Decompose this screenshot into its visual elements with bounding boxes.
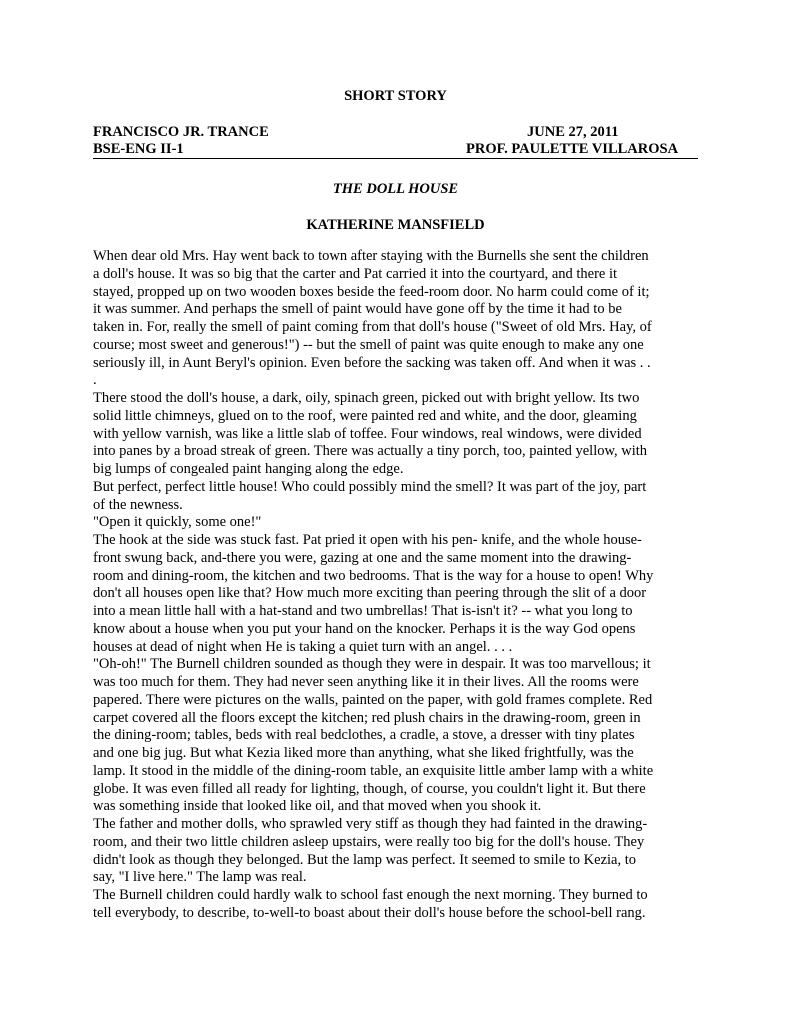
doc-type-heading: SHORT STORY <box>344 88 447 104</box>
body-line: lamp. It stood in the middle of the dining-room table, an exquisite little amber lamp with a white <box>93 762 654 779</box>
professor-name: PROF. PAULETTE VILLAROSA <box>466 141 679 157</box>
body-line: taken in. For, really the smell of paint coming from that doll's house ("Sweet of old Mrs. Hay, of <box>93 319 652 335</box>
body-line: big lumps of congealed paint hanging along the edge. <box>93 461 404 477</box>
body-line: papered. There were pictures on the walls, painted on the paper, with gold frames complete. Red <box>93 691 653 708</box>
body-line: course; most sweet and generous!") -- but the smell of paint was quite enough to make any one <box>93 336 644 353</box>
body-line: tell everybody, to describe, to-well-to boast about their doll's house before the school-bell rang. <box>93 904 646 921</box>
body-line: front swung back, and-there you were, gazing at one and the same moment into the drawing- <box>93 549 632 566</box>
story-title: THE DOLL HOUSE <box>332 181 459 197</box>
body-line: into a mean little hall with a hat-stand and two umbrellas! That is-isn't it? -- what you long to <box>93 603 633 619</box>
course-code: BSE-ENG II-1 <box>93 141 184 157</box>
body-line: a doll's house. It was so big that the carter and Pat carried it into the courtyard, and there it <box>93 265 618 282</box>
body-line: When dear old Mrs. Hay went back to town after staying with the Burnells she sent the children <box>93 248 649 264</box>
body-line: was too much for them. They had never seen anything like it in their lives. All the rooms were <box>93 674 639 690</box>
meta-row-2 <box>93 141 696 159</box>
body-line: The hook at the side was stuck fast. Pat pried it open with his pen- knife, and the whole house- <box>93 532 642 548</box>
story-author: KATHERINE MANSFIELD <box>306 217 485 233</box>
body-line: globe. It was even filled all ready for lighting, though, of course, you couldn't light it. But there <box>93 780 646 797</box>
body-line: "Oh-oh!" The Burnell children sounded as though they were in despair. It was too marvellous; it <box>93 656 651 673</box>
body-line: But perfect, perfect little house! Who could possibly mind the smell? It was part of the joy, part <box>93 478 647 495</box>
body-line: it was summer. And perhaps the smell of paint would have gone off by the time it had to be <box>93 301 622 318</box>
body-line: didn't look as though they belonged. But the lamp was perfect. It seemed to smile to Kezia, to <box>93 851 637 868</box>
body-line: solid little chimneys, glued on to the roof, were painted red and white, and the door, gleaming <box>93 407 637 424</box>
body-line: was something inside that looked like oil, and that moved when you shook it. <box>93 798 542 815</box>
submission-date: JUNE 27, 2011 <box>527 124 619 140</box>
body-line: with yellow varnish, was like a little slab of toffee. Four windows, real windows, were divided <box>93 425 642 442</box>
body-line: houses at dead of night when He is taking a quiet turn with an angel. . . . <box>93 638 513 655</box>
body-line: of the newness. <box>93 496 183 513</box>
body-line: and one big jug. But what Kezia liked more than anything, what she liked frightfully, was the <box>93 745 634 761</box>
body-line: seriously ill, in Aunt Beryl's opinion. Even before the sacking was taken off. And when it was . . <box>93 354 651 371</box>
body-line: The Burnell children could hardly walk to school fast enough the next morning. They burned to <box>93 887 648 903</box>
body-line: the dining-room; tables, beds with real bedclothes, a cradle, a stove, a dresser with tiny plates <box>93 727 635 744</box>
student-name: FRANCISCO JR. TRANCE <box>93 124 269 140</box>
body-line: don't all houses open like that? How much more exciting than peering through the slit of a door <box>93 585 647 602</box>
header-divider <box>93 158 698 159</box>
body-line: room, and their two little children asleep upstairs, were really too big for the doll's house. They <box>93 833 645 850</box>
body-line: say, "I live here." The lamp was real. <box>93 869 307 886</box>
body-line: into panes by a broad streak of green. There was actually a tiny porch, too, painted yellow, with <box>93 443 648 460</box>
meta-row-1 <box>93 124 696 142</box>
body-line: room and dining-room, the kitchen and two bedrooms. That is the way for a house to open! Why <box>93 567 654 584</box>
body-line: "Open it quickly, some one!" <box>93 514 262 531</box>
body-line: know about a house when you put your hand on the knocker. Perhaps it is the way God opens <box>93 620 636 637</box>
body-line: . <box>93 372 97 389</box>
story-body <box>93 248 703 923</box>
body-line: There stood the doll's house, a dark, oily, spinach green, picked out with bright yellow. Its two <box>93 390 640 406</box>
body-line: The father and mother dolls, who sprawled very stiff as though they had fainted in the drawing- <box>93 816 648 832</box>
body-line: stayed, propped up on two wooden boxes beside the feed-room door. No harm could come of it; <box>93 283 650 300</box>
body-line: carpet covered all the floors except the kitchen; red plush chairs in the drawing-room, green in <box>93 709 641 726</box>
